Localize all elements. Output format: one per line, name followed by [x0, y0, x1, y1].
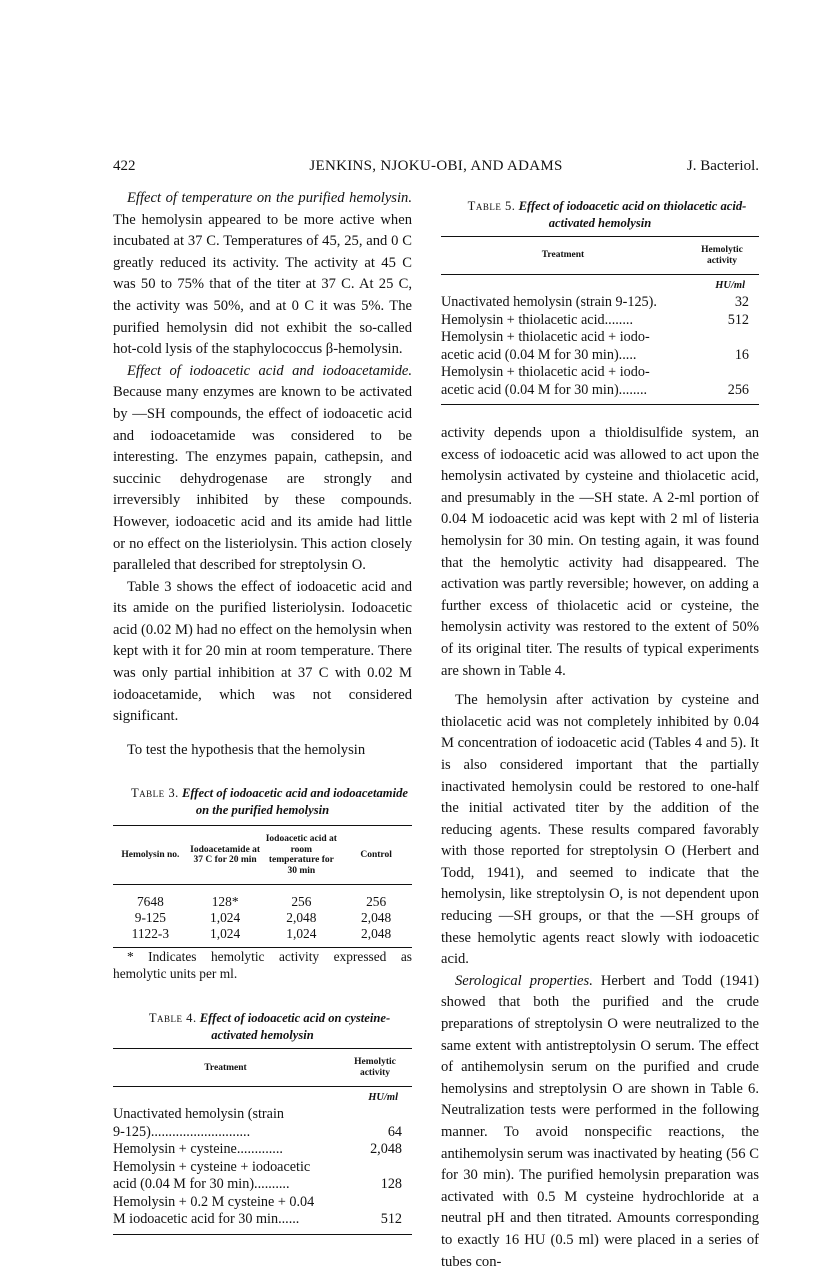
table4-title: Effect of iodoacetic acid on cysteine-activated hemolysin — [199, 1011, 391, 1043]
table-row — [113, 885, 412, 911]
table-cell: 32 — [734, 294, 749, 310]
table-cell: 512 — [727, 311, 749, 328]
table5-title: Effect of iodoacetic acid on thiolacetic acid-activated hemolysin — [518, 199, 747, 230]
table-row — [113, 1141, 412, 1159]
table-cell-line: acetic acid (0.04 M for 30 min)........ — [441, 381, 648, 398]
table-cell: 1,024 — [210, 910, 241, 926]
table3-header: Iodoacetamide at 37 C for 20 min — [188, 826, 263, 885]
table3-footnote: * Indicates hemolytic activity expressed as hemolytic units per ml. — [113, 949, 412, 982]
table-cell-line: Hemolysin + 0.2 M cysteine + 0.04 — [113, 1193, 315, 1210]
table-cell-line: Unactivated hemolysin (strain — [113, 1106, 284, 1123]
page-header — [113, 158, 759, 180]
temperature-text: The hemolysin appeared to be more active when incubated at 37 C. Temperatures of 45, 25, and 0 C greatly reduced its activity. The activity at 45 C was 50 to 75% that of the titer at 37 C. At 25 C, the activity was 50%, and at 0 C it was 5%. The purified hemolysin did not exhibit the so-called hot-cold lysis of the staphylococcus β-hemolysin. — [113, 211, 412, 358]
table-row — [441, 364, 759, 405]
table3 — [113, 825, 412, 948]
table-cell — [113, 1194, 338, 1235]
running-authors: JENKINS, NJOKU-OBI, AND ADAMS — [309, 158, 563, 174]
table-cell — [113, 1106, 338, 1141]
table3-header: Hemolysin no. — [113, 826, 188, 885]
table5-header-row — [441, 237, 759, 275]
table-cell: 64 — [387, 1123, 402, 1140]
table4-header: Hemolytic activity — [338, 1049, 412, 1087]
table-cell: Hemolysin + cysteine............. — [113, 1141, 283, 1158]
table4-unit-row — [113, 1087, 412, 1107]
table-row — [113, 1194, 412, 1235]
table-cell — [441, 329, 685, 364]
table-row — [113, 910, 412, 926]
table-cell: 256 — [366, 894, 387, 910]
table-cell: 512 — [338, 1194, 412, 1235]
table-cell: 2,048 — [361, 910, 392, 926]
table-cell: 2,048 — [340, 926, 412, 948]
table5-header: Hemolytic activity — [685, 237, 759, 275]
table4 — [113, 1048, 412, 1235]
table4-unit: HU/ml — [368, 1092, 398, 1104]
table3-header: Control — [340, 826, 412, 885]
table5 — [441, 236, 759, 405]
table3-label: Table 3. — [130, 786, 179, 801]
table5-header: Treatment — [441, 237, 685, 275]
table-cell — [441, 364, 685, 405]
table-cell: 1,024 — [263, 926, 341, 948]
table-cell-line: acetic acid (0.04 M for 30 min)..... — [441, 346, 637, 363]
table3-header-row — [113, 826, 412, 885]
table-cell: 9-125 — [134, 910, 166, 926]
right-column — [441, 198, 759, 1273]
table-cell: 1122-3 — [113, 926, 188, 948]
table-cell: 2,048 — [286, 910, 317, 926]
table4-block — [113, 1010, 412, 1235]
iodoacetic-heading: Effect of iodoacetic acid and iodoacetamide. — [127, 362, 412, 379]
table-cell-line: Hemolysin + thiolacetic acid + iodo- — [441, 329, 650, 345]
table-row — [441, 329, 759, 364]
table5-label: Table 5. — [467, 199, 516, 213]
table3-discussion: Table 3 shows the effect of iodoacetic acid and its amide on the purified listeriolysin. Iodoacetic acid (0.02 M) had no effect on the hemolysin when kept with it for 20 min at room temperature. There was only partial inhibition at 37 C with 0.02 M iodoacetamide, which was not considered significant. — [113, 578, 412, 725]
serological-paragraph — [441, 971, 759, 1273]
iodoacetic-paragraph — [113, 361, 412, 577]
page-number: 422 — [113, 158, 136, 174]
hypothesis-paragraph: To test the hypothesis that the hemolysin — [127, 741, 366, 758]
iodoacetic-text: Because many enzymes are known to be activated by —SH compounds, the effect of iodoacetic acid and iodoacetamide was considered to be interesting. The enzymes papain, cathepsin, and succinic dehydrogenase are strongly and irreversibly inhibited by these compounds. However, iodoacetic acid and its amide had little or no effect on the listeriolysin. This action closely paralleled that described for streptolysin O. — [113, 384, 412, 574]
table-cell-line: Hemolysin + thiolacetic acid + iodo- — [441, 364, 650, 380]
table-row — [113, 926, 412, 948]
table-cell: 128* — [211, 894, 239, 910]
journal-name: J. Bacteriol. — [686, 158, 759, 174]
table4-label: Table 4. — [148, 1011, 197, 1026]
activity-paragraph: activity depends upon a thioldisulfide system, an excess of iodoacetic acid was allowed to act upon the hemolysin activated by cysteine and thiolacetic acid, and presumably in the —SH state. A 2-ml portion of 0.04 M iodoacetic acid was kept with 2 ml of listeria hemolysin for 30 min. On testing again, it was found that the hemolytic activity had disappeared. The activation was partly reversible; however, on adding a further excess of thiolacetic acid or cysteine, the hemolysin activity was restored to the extent of 50% of its original titer. The results of typical experiments are shown in Table 4. — [441, 425, 759, 679]
table4-caption — [113, 1010, 412, 1044]
table3-caption — [113, 785, 412, 819]
table3-header: Iodoacetic acid at room temperature for 30 min — [263, 826, 341, 885]
table-cell: 256 — [291, 894, 312, 910]
table-cell-line: acid (0.04 M for 30 min).......... — [113, 1176, 290, 1193]
table-cell: 2,048 — [370, 1141, 402, 1158]
temperature-heading: Effect of temperature on the purified hemolysin. — [127, 190, 412, 206]
table-row — [113, 1106, 412, 1141]
left-column — [113, 188, 412, 1235]
table-cell-line: Hemolysin + cysteine + iodoacetic — [113, 1158, 311, 1175]
table-cell: 1,024 — [188, 926, 263, 948]
table4-header-row — [113, 1049, 412, 1087]
table-cell-line: M iodoacetic acid for 30 min...... — [113, 1211, 300, 1228]
table-cell: 7648 — [136, 894, 164, 910]
table-row — [441, 294, 759, 312]
temperature-paragraph — [113, 188, 412, 361]
table5-caption — [441, 198, 759, 232]
table5-unit-row — [441, 275, 759, 295]
table-cell: 128 — [380, 1176, 402, 1193]
serological-text: Herbert and Todd (1941) showed that both the purified and the crude preparations of streptolysin O were neutralized to the same extent with antistreptolysin O serum. The effect of antihemolysin serum on the purified and crude hemolysins and streptolysin O are shown in Table 6. Neutralization tests were performed in the following manner. To avoid nonspecific reactions, the antihemolysin serum was inactivated by heating (56 C for 30 min). The purified hemolysin preparation was activated with 0.5 M cysteine hydrochloride at a neutral pH and then titrated. Amounts corresponding to exactly 16 HU (0.5 ml) were placed in a series of tubes con- — [441, 972, 759, 1270]
table5-block — [441, 198, 759, 405]
table-cell: 16 — [734, 346, 749, 363]
serological-heading: Serological properties. — [455, 972, 593, 989]
table-row — [441, 312, 759, 330]
table-cell — [113, 1159, 338, 1194]
table-row — [113, 1159, 412, 1194]
table-cell: Hemolysin + thiolacetic acid........ — [441, 311, 633, 328]
after-activation-paragraph: The hemolysin after activation by cysteine and thiolacetic acid was not completely inhibited by 0.04 M concentration of iodoacetic acid (Tables 4 and 5). It is also considered important that the partially inactivated hemolysin could be restored to one-half the initial activated titer by the addition of the reducing agents. These results compared favorably with those reported for streptolysin O (Herbert and Todd, 1941), and seemed to indicate that the hemolysin, like streptolysin O, is not dependent upon reducing —SH groups, or that the —SH groups of these hemolytic agents react slowly with iodoacetic acid. — [441, 692, 759, 968]
table-cell-line: 9-125)............................ — [113, 1123, 251, 1140]
table-cell: 256 — [685, 364, 759, 405]
table3-title: Effect of iodoacetic acid and iodoacetamide on the purified hemolysin — [181, 786, 408, 818]
table-cell: Unactivated hemolysin (strain 9-125). — [441, 294, 657, 310]
table5-unit: HU/ml — [715, 280, 745, 291]
table4-header: Treatment — [113, 1049, 338, 1087]
table3-block — [113, 785, 412, 982]
